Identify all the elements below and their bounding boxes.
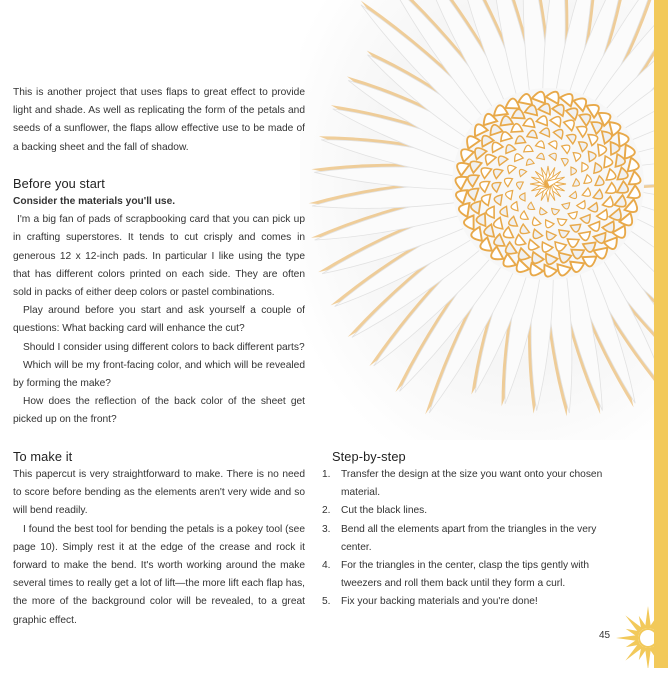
page-number: 45 bbox=[599, 630, 611, 641]
step-item: 4. For the triangles in the center, clasp the tips gently with tweezers and roll them back until they form a curl. bbox=[322, 560, 590, 590]
before-paragraph: Play around before you start and ask yourself a couple of questions: What backing card will enhance the cut? bbox=[13, 305, 305, 335]
before-subheading: Consider the materials you'll use. bbox=[13, 196, 176, 207]
make-paragraph: This papercut is very straightforward to make. There is no need to score before bending as the elements aren't very wide and so will bend readily. bbox=[13, 469, 305, 517]
before-heading: Before you start bbox=[13, 176, 105, 191]
step-item: 2. Cut the black lines. bbox=[322, 505, 428, 517]
page-edge-accent bbox=[654, 0, 668, 668]
before-paragraph: Which will be my front-facing color, and which will be revealed by forming the make? bbox=[13, 359, 305, 390]
make-section bbox=[13, 466, 305, 630]
step-item: 3. Bend all the elements apart from the triangles in the very center. bbox=[322, 523, 597, 553]
steps-heading: Step-by-step bbox=[332, 449, 406, 464]
before-paragraph: Should I consider using different colors to back different parts? bbox=[23, 341, 305, 353]
before-paragraph: How does the reflection of the back color of the sheet get picked up on the front? bbox=[13, 396, 305, 426]
before-section bbox=[13, 193, 305, 430]
step-item: 1. Transfer the design at the size you want onto your chosen material. bbox=[322, 469, 603, 499]
sun-icon bbox=[612, 602, 668, 673]
intro-paragraph: This is another project that uses flaps to great effect to provide light and shade. As well as replicating the form of the petals and seeds of a sunflower, the flaps allow effective use to be made of a backing sheet and the fall of shadow. bbox=[13, 87, 305, 153]
steps-list bbox=[322, 466, 610, 612]
make-paragraph: I found the best tool for bending the petals is a pokey tool (see page 10). Simply rest it at the edge of the crease and rock it forward to make the bend. It's worth working around the make several times to really get a lot of lift—the more lift each flap has, the more of the background color will be revealed, to a great graphic effect. bbox=[13, 523, 305, 626]
before-paragraph: I'm a big fan of pads of scrapbooking card that you can pick up in crafting superstores. It tends to cut crisply and comes in generous 12 x 12-inch pads. In particular I like using the type that has different colors printed on each side. They are often sold in packs of either deep colors or pastel combinations. bbox=[13, 214, 305, 299]
make-heading: To make it bbox=[13, 449, 73, 464]
papercut-sunflower-photo bbox=[300, 0, 654, 440]
step-item: 5. Fix your backing materials and you're done! bbox=[322, 596, 538, 608]
